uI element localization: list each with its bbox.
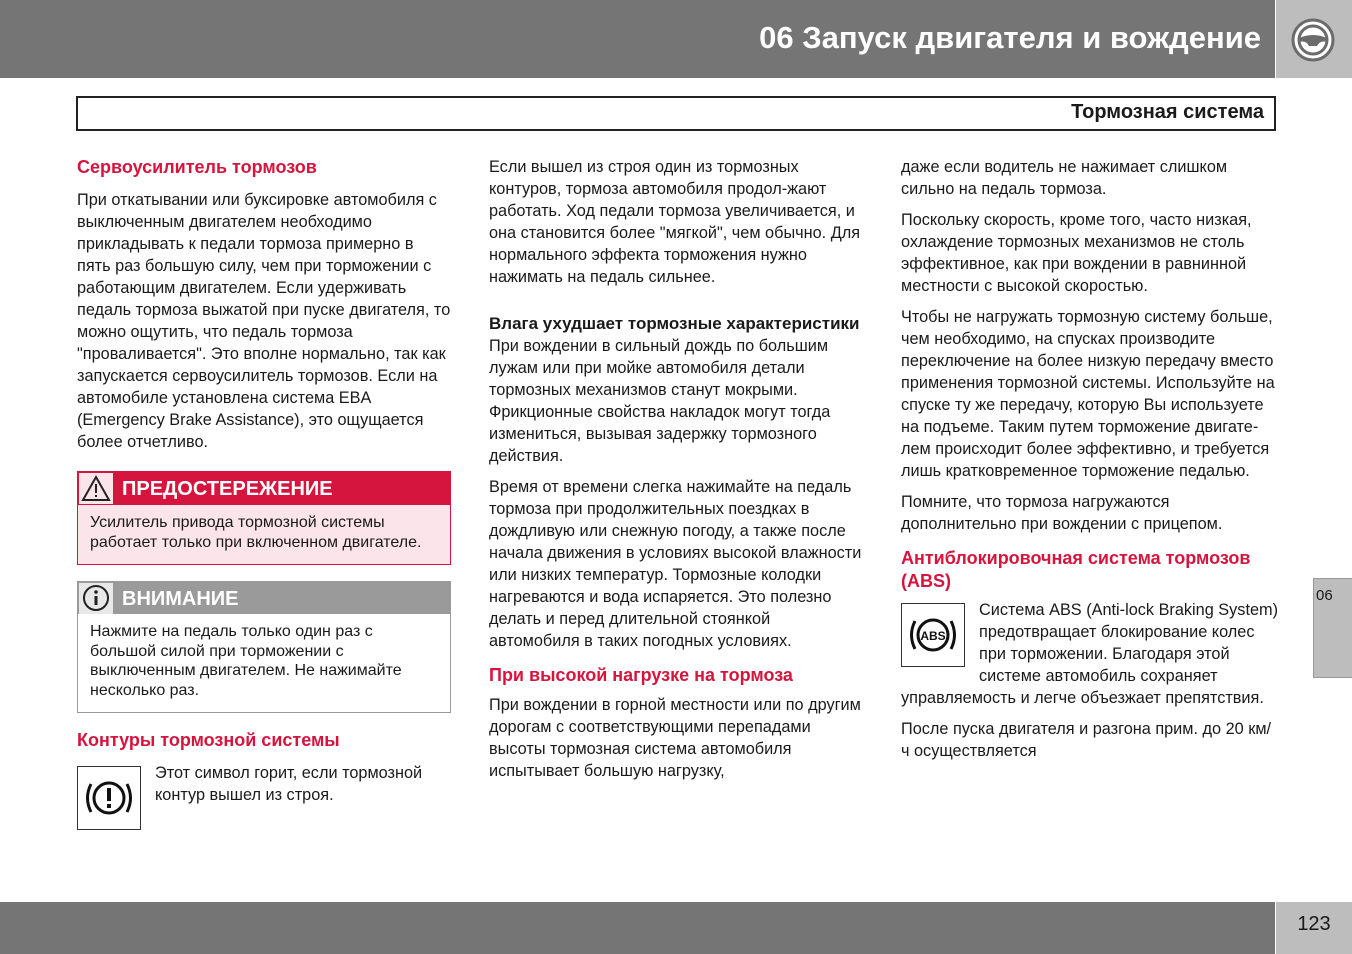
note-title: ВНИМАНИЕ bbox=[122, 588, 239, 610]
section-header bbox=[76, 96, 1276, 131]
paragraph: Чтобы не нагружать тормозную систему больше, чем необходимо, на спусках производите переключение на более низкую передачу вместо применения тормозной системы. Используйте на спуске ту же передачу, которую Вы используете на подъеме. Таким путем торможение двигате-лем происходит более эффективно, и требуется лишь кратковременное торможение педалью. bbox=[901, 308, 1275, 480]
abs-icon-text: ABS bbox=[920, 629, 946, 643]
heading-brake-booster: Сервоусилитель тормозов bbox=[77, 157, 317, 177]
paragraph: Если вышел из строя один из тормозных контуров, тормоза автомобиля продол-жают работать. Ход педали тормоза увеличивается, и она становится более "мягкой", чем обычно. Для нормального эффекта торможения нужно нажимать на педаль сильнее. bbox=[489, 158, 861, 286]
chapter-title: 06 Запуск двигателя и вождение bbox=[759, 20, 1261, 55]
chapter-icon-box bbox=[1276, 0, 1352, 78]
brake-warning-icon bbox=[83, 776, 135, 820]
warning-icon-box bbox=[79, 473, 113, 504]
warning-text: Усилитель привода тормозной системы работает только при включенном двигателе. bbox=[90, 514, 422, 551]
warning-triangle-icon bbox=[79, 473, 113, 504]
column-1 bbox=[77, 156, 451, 836]
paragraph: Помните, что тормоза нагружаются дополнительно при вождении с прицепом. bbox=[901, 493, 1223, 533]
paragraph: даже если водитель не нажимает слишком сильно на педаль тормоза. bbox=[901, 158, 1228, 198]
page-number: 123 bbox=[1276, 902, 1352, 954]
abs-icon bbox=[907, 613, 959, 657]
paragraph: Поскольку скорость, кроме того, часто низкая, охлаждение тормозных механизмов не столь эффективное, как при вождении в равнинной местности с высокой скоростью. bbox=[901, 211, 1252, 295]
paragraph: При вождении в горной местности или по другим дорогам с соответствующими перепадами высоты тормозная система автомобиля испытывает большую нагрузку, bbox=[489, 696, 861, 780]
abs-icon-box bbox=[901, 603, 965, 667]
warning-header bbox=[78, 472, 450, 505]
note-text: Нажмите на педаль только один раз с большой силой при торможении с выключенным двигателем. Не нажимайте несколько раз. bbox=[90, 623, 402, 699]
note-header bbox=[78, 582, 450, 614]
info-icon bbox=[79, 583, 113, 613]
chapter-side-tab bbox=[1313, 578, 1352, 678]
steering-wheel-icon bbox=[1288, 18, 1338, 62]
header-bar bbox=[0, 0, 1275, 78]
heading-brake-circuits: Контуры тормозной системы bbox=[77, 730, 340, 750]
note-box bbox=[77, 581, 451, 713]
paragraph: Система ABS (Anti-lock Braking System) предотвращает блокирование колес при торможении. Благодаря этой системе автомобиль сохраняет управляемость и легче объезжает препятствия. bbox=[901, 601, 1279, 707]
side-tab-label: 06 bbox=[1316, 587, 1333, 604]
column-3 bbox=[901, 156, 1279, 771]
paragraph: После пуска двигателя и разгона прим. до 20 км/ч осуществляется bbox=[901, 720, 1272, 760]
paragraph: Этот символ горит, если тормозной контур вышел из строя. bbox=[155, 764, 423, 804]
paragraph: При вождении в сильный дождь по большим лужам или при мойке автомобиля детали тормозных механизмов станут мокрыми. Фрикционные свойства накладок могут тогда измениться, вызывая задержку тормозного действия. bbox=[489, 337, 831, 465]
section-title: Тормозная система bbox=[1071, 101, 1264, 123]
heading-high-load: При высокой нагрузке на тормоза bbox=[489, 665, 793, 685]
warning-box bbox=[77, 471, 451, 565]
note-icon-box bbox=[79, 583, 113, 614]
brake-warning-icon-box bbox=[77, 766, 141, 830]
heading-moisture: Влага ухудшает тормозные характеристики bbox=[489, 314, 860, 333]
paragraph: При откатывании или буксировке автомобиля с выключенным двигателем необходимо прикладывать к педали тормоза примерно в пять раз большую силу, чем при торможении с работающим двигателем. Если удерживать педаль тормоза выжатой при пуске двигателя, то можно ощутить, что педаль тормоза "проваливается". Это вполне нормально, так как запускается сервоусилитель тормозов. Если на автомобиле установлена система EBA (Emergency Brake Assistance), это ощущается более отчетливо. bbox=[77, 191, 451, 451]
warning-title: ПРЕДОСТЕРЕЖЕНИЕ bbox=[122, 478, 333, 500]
column-2 bbox=[489, 156, 864, 791]
heading-abs: Антиблокировочная система тормозов (ABS) bbox=[901, 548, 1251, 591]
paragraph: Время от времени слегка нажимайте на педаль тормоза при продолжительных поездках в дождливую или снежную погоду, а также после начала движения в условиях высокой влажности или низких температур. Тормозные колодки нагреваются и вода испаряется. Это полезно делать и перед длительной стоянкой автомобиля в таких погодных условиях. bbox=[489, 478, 862, 650]
footer-bar bbox=[0, 902, 1275, 954]
